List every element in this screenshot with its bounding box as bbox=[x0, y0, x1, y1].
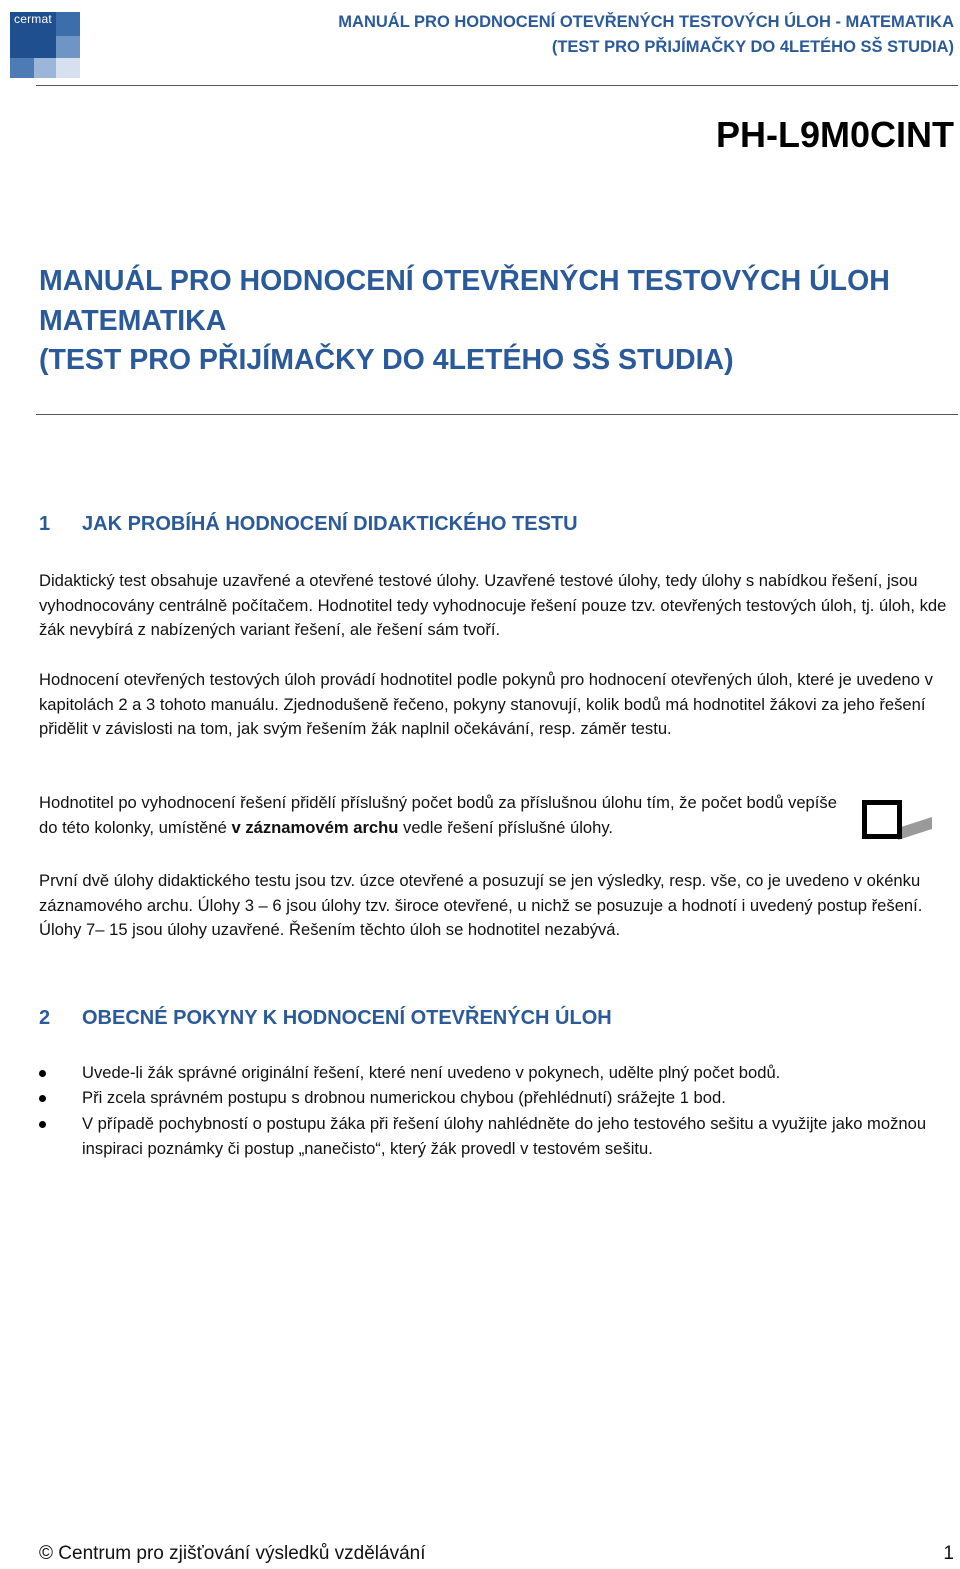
list-item bbox=[39, 1111, 959, 1162]
guidelines-list bbox=[39, 1060, 959, 1161]
bullet-icon bbox=[39, 1121, 46, 1128]
section-2-heading bbox=[39, 1007, 612, 1030]
section-title: OBECNÉ POKYNY K HODNOCENÍ OTEVŘENÝCH ÚLOH bbox=[82, 1007, 612, 1029]
section-title: JAK PROBÍHÁ HODNOCENÍ DIDAKTICKÉHO TESTU bbox=[82, 513, 578, 535]
score-box-icon bbox=[862, 800, 934, 842]
main-title-line1: MANUÁL PRO HODNOCENÍ OTEVŘENÝCH TESTOVÝCH ÚLOH bbox=[39, 265, 890, 297]
list-item-text: V případě pochybností o postupu žáka při řešení úlohy nahlédněte do jeho testového sešitu a využijte jako možnou inspiraci poznámky či postup „nanečisto“, který žák provedl v testovém sešitu. bbox=[82, 1113, 927, 1158]
list-item bbox=[39, 1060, 959, 1085]
main-title-line2: MATEMATIKA bbox=[39, 304, 227, 337]
section-number: 1 bbox=[39, 513, 51, 535]
footer-copyright: © Centrum pro zjišťování výsledků vzdělávání bbox=[39, 1543, 426, 1564]
paragraph-bold-text: v záznamovém archu bbox=[231, 817, 399, 837]
running-header-line2: (TEST PRO PŘIJÍMAČKY DO 4LETÉHO SŠ STUDIA) bbox=[551, 38, 954, 56]
section-number: 2 bbox=[39, 1007, 51, 1029]
section-1-paragraph-1: Didaktický test obsahuje uzavřené a otevřené testové úlohy. Uzavřené testové úlohy, tedy úlohy s nabídkou řešení, jsou vyhodnocovány centrálně počítačem. Hodnotitel tedy vyhodnocuje řešení pouze tzv. otevřených testových úloh, tj. úloh, kde žák nevybírá z nabízených variant řešení, ale řešení sám tvoří. bbox=[39, 571, 947, 640]
logo-wordmark: cermat bbox=[14, 12, 52, 26]
title-rule bbox=[36, 414, 958, 415]
list-item-text: Uvede-li žák správné originální řešení, které není uvedeno v pokynech, udělte plný počet bodů. bbox=[82, 1063, 781, 1082]
main-title-line3: (TEST PRO PŘIJÍMAČKY DO 4LETÉHO SŠ STUDIA) bbox=[39, 344, 734, 376]
section-1-heading bbox=[39, 513, 578, 536]
header-rule bbox=[36, 85, 958, 86]
paragraph-text: Hodnotitel po vyhodnocení řešení přidělí příslušný počet bodů za příslušnou úlohu tím, že počet bodů vepíše do této kolonky, umístěné bbox=[39, 793, 837, 837]
list-item-text: Při zcela správném postupu s drobnou numerickou chybou (přehlédnutí) srážejte 1 bod. bbox=[82, 1088, 726, 1108]
paragraph-text: vedle řešení příslušné úlohy. bbox=[398, 817, 614, 837]
page-number: 1 bbox=[943, 1543, 954, 1564]
bullet-icon bbox=[39, 1095, 46, 1102]
list-item bbox=[39, 1085, 959, 1110]
section-1-paragraph-4: První dvě úlohy didaktického testu jsou tzv. úzce otevřené a posuzují se jen výsledky, resp. vše, co je uvedeno v okénku záznamového archu. Úlohy 3 – 6 jsou úlohy tzv. široce otevřené, u nichž se posuzuje a hodnotí i uvedený postup řešení. Úlohy 7– 15 jsou úlohy uzavřené. Řešením těchto úloh se hodnotitel nezabývá. bbox=[39, 871, 923, 940]
cermat-logo bbox=[10, 12, 80, 78]
running-header bbox=[338, 10, 954, 60]
document-code: PH-L9M0CINT bbox=[715, 114, 954, 155]
running-header-line1: MANUÁL PRO HODNOCENÍ OTEVŘENÝCH TESTOVÝCH ÚLOH - MATEMATIKA bbox=[338, 13, 954, 31]
section-1-paragraph-3 bbox=[39, 791, 839, 840]
section-1-paragraph-2: Hodnocení otevřených testových úloh provádí hodnotitel podle pokynů pro hodnocení otevřených úloh, které je uvedeno v kapitolách 2 a 3 tohoto manuálu. Zjednodušeně řečeno, pokyny stanovují, kolik bodů má hodnotitel žákovi za jeho řešení přidělit v závislosti na tom, jak svým řešením žák naplnil očekávání, resp. záměr testu. bbox=[39, 670, 933, 739]
main-title bbox=[39, 262, 890, 381]
bullet-icon bbox=[39, 1070, 46, 1077]
